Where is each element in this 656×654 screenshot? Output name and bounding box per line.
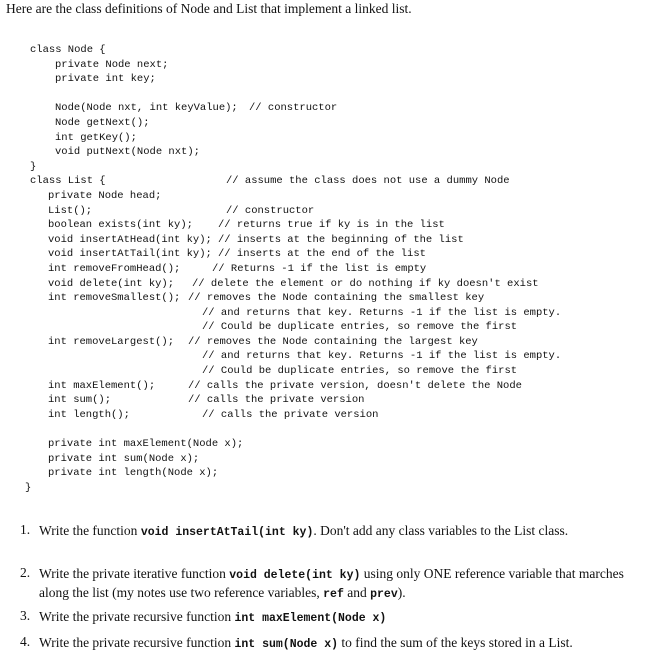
question-text-run: . Don't add any class variables to the List class. (313, 523, 569, 538)
code-text: void insertAtHead(int ky); (48, 233, 212, 246)
inline-code: ref (323, 588, 344, 601)
code-comment: // and returns that key. Returns -1 if the list is empty. (202, 306, 562, 319)
question-number: 2. (20, 565, 31, 580)
code-comment: // assume the class does not use a dummy Node (226, 175, 510, 188)
code-comment: // Returns -1 if the list is empty (212, 262, 427, 275)
code-text: boolean exists(int ky); (48, 219, 193, 232)
code-comment: // removes the Node containing the largest key (188, 335, 478, 348)
code-comment: // and returns that key. Returns -1 if the list is empty. (202, 350, 562, 363)
code-text: private Node head; (48, 189, 162, 202)
question-text-run: ). (397, 585, 406, 600)
code-comment: // delete the element or do nothing if ky doesn't exist (192, 277, 539, 290)
code-comment: // constructor (226, 204, 315, 217)
code-text: private Node next; (55, 58, 169, 71)
code-text: void delete(int ky); (48, 277, 175, 290)
code-text: int maxElement(); (48, 379, 156, 392)
question-number: 3. (20, 608, 31, 623)
inline-code: void delete(int ky) (229, 569, 361, 582)
code-comment: // Could be duplicate entries, so remove the first (202, 321, 518, 334)
code-comment: // inserts at the end of the list (218, 248, 426, 261)
code-comment: // returns true if ky is in the list (218, 219, 445, 232)
code-comment: // calls the private version (202, 408, 379, 421)
code-text: Node getNext(); (55, 116, 150, 129)
question-text (39, 608, 636, 627)
code-text: private int sum(Node x); (48, 452, 200, 465)
code-text: int getKey(); (55, 131, 137, 144)
code-comment: // removes the Node containing the smallest key (188, 292, 485, 305)
question-text-run: Write the function (39, 523, 141, 538)
code-text: private int maxElement(Node x); (48, 438, 244, 451)
code-comment: // Could be duplicate entries, so remove the first (202, 365, 518, 378)
question-number: 4. (20, 634, 31, 649)
code-text: void putNext(Node nxt); (55, 146, 200, 159)
code-text: private int key; (55, 73, 156, 86)
code-text: int removeLargest(); (48, 335, 175, 348)
code-text: void insertAtTail(int ky); (48, 248, 212, 261)
question-text-run: using only ONE reference variable that marches along the list (my notes use two reference variables, (39, 566, 624, 600)
question-text-run: Write the private recursive function (39, 635, 235, 650)
code-comment: // inserts at the beginning of the list (218, 233, 464, 246)
intro-text: Here are the class definitions of Node and List that implement a linked list. (6, 1, 412, 16)
inline-code: int maxElement(Node x) (234, 612, 387, 625)
code-text: int removeFromHead(); (48, 262, 181, 275)
code-text: class Node { (30, 44, 106, 56)
code-comment: // calls the private version (188, 394, 365, 407)
question-text-run: to find the sum of the keys stored in a List. (338, 635, 573, 650)
inline-code: int sum(Node x) (234, 638, 339, 651)
code-text: Node(Node nxt, int keyValue); (55, 102, 238, 115)
code-text: } (30, 160, 37, 173)
inline-code: void insertAtTail(int ky) (140, 526, 314, 539)
inline-code: prev (370, 588, 398, 601)
code-comment: // calls the private version, doesn't delete the Node (188, 379, 522, 392)
question-text (39, 634, 636, 653)
code-text: private int length(Node x); (48, 467, 219, 480)
code-text: int length(); (48, 408, 130, 421)
question-text-run: Write the private iterative function (39, 566, 230, 581)
code-text: int removeSmallest(); (48, 292, 181, 305)
code-text: class List { (30, 175, 106, 188)
code-text: } (25, 481, 32, 494)
code-text: int sum(); (48, 394, 112, 407)
code-comment: // constructor (249, 102, 338, 115)
question-text-run: Write the private recursive function (39, 609, 235, 624)
code-text: List(); (48, 204, 93, 217)
question-text (39, 522, 636, 541)
question-text-run: and (343, 585, 371, 600)
question-number: 1. (20, 522, 31, 537)
question-text (39, 565, 636, 603)
